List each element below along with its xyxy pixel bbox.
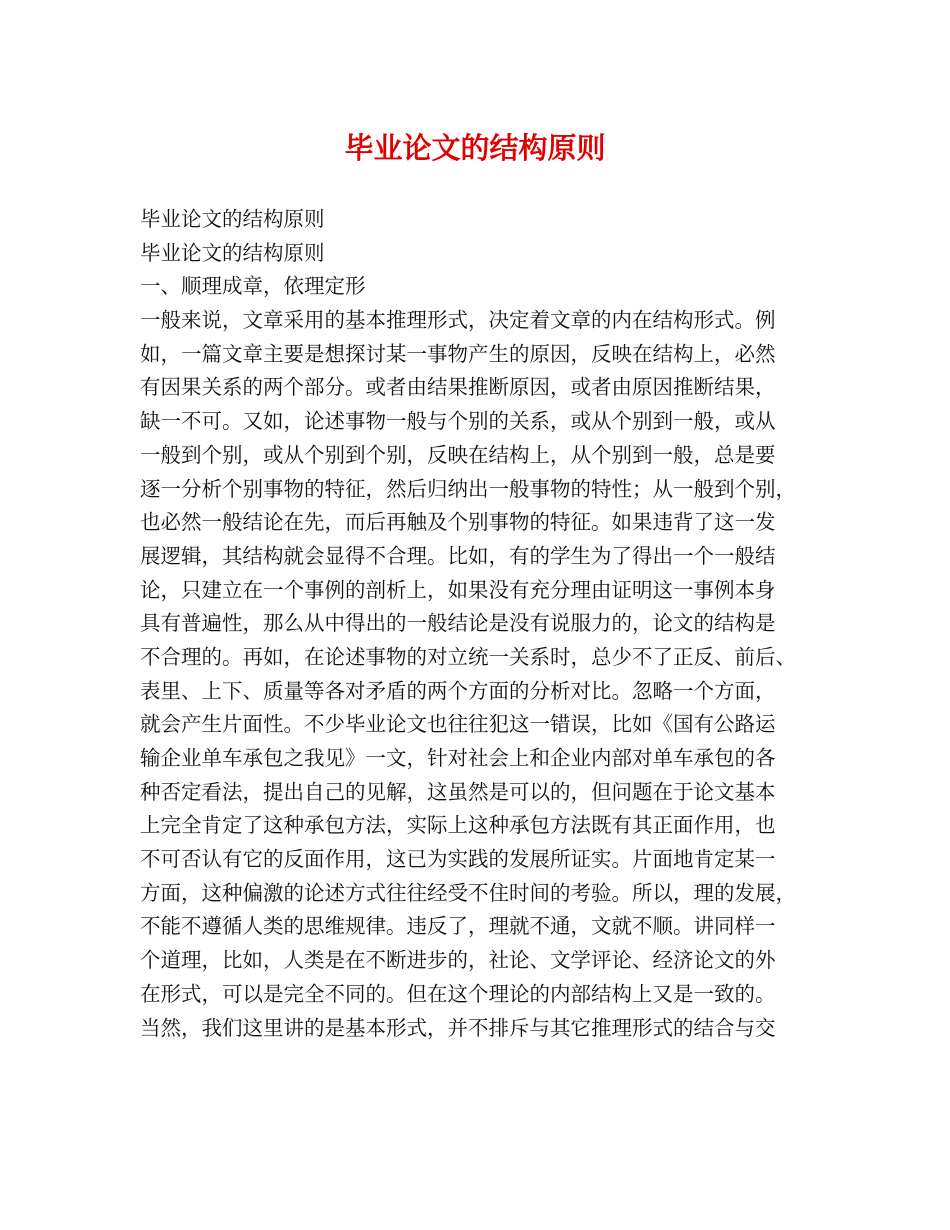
body-line: 上完全肯定了这种承包方法，实际上这种承包方法既有其正面作用，也 bbox=[140, 813, 776, 838]
body-line: 方面，这种偏激的论述方式往往经受不住时间的考验。所以，理的发展， bbox=[140, 880, 796, 905]
body-line: 论，只建立在一个事例的剖析上，如果没有充分理由证明这一事例本身 bbox=[140, 577, 776, 602]
body-line: 就会产生片面性。不少毕业论文也往往犯这一错误，比如《国有公路运 bbox=[140, 712, 776, 737]
body-line: 展逻辑，其结构就会显得不合理。比如，有的学生为了得出一个一般结 bbox=[140, 543, 776, 568]
body-line: 不可否认有它的反面作用，这已为实践的发展所证实。片面地肯定某一 bbox=[140, 847, 776, 872]
body-line: 一般来说，文章采用的基本推理形式，决定着文章的内在结构形式。例 bbox=[140, 308, 776, 333]
document-title: 毕业论文的结构原则 bbox=[344, 131, 606, 165]
body-line: 如，一篇文章主要是想探讨某一事物产生的原因，反映在结构上，必然 bbox=[140, 341, 776, 366]
body-line: 缺一不可。又如，论述事物一般与个别的关系，或从个别到一般，或从 bbox=[140, 409, 776, 434]
body-line: 毕业论文的结构原则 bbox=[140, 207, 325, 231]
body-line: 一般到个别，或从个别到个别，反映在结构上，从个别到一般，总是要 bbox=[140, 442, 776, 467]
body-line: 有因果关系的两个部分。或者由结果推断原因，或者由原因推断结果， bbox=[140, 375, 776, 400]
body-line: 当然，我们这里讲的是基本形式，并不排斥与其它推理形式的结合与交 bbox=[140, 1015, 776, 1040]
body-line: 个道理，比如，人类是在不断进步的，社论、文学评论、经济论文的外 bbox=[140, 948, 776, 973]
document-body bbox=[140, 203, 830, 1045]
body-line: 一、顺理成章，依理定形 bbox=[140, 274, 366, 299]
body-line: 表里、上下、质量等各对矛盾的两个方面的分析对比。忽略一个方面， bbox=[140, 678, 776, 703]
body-line: 具有普遍性，那么从中得出的一般结论是没有说服力的，论文的结构是 bbox=[140, 611, 776, 636]
body-line: 在形式，可以是完全不同的。但在这个理论的内部结构上又是一致的。 bbox=[140, 981, 776, 1006]
body-line: 不合理的。再如，在论述事物的对立统一关系时，总少不了正反、前后、 bbox=[140, 644, 796, 669]
body-line: 种否定看法，提出自己的见解，这虽然是可以的，但问题在于论文基本 bbox=[140, 779, 776, 804]
body-line: 逐一分析个别事物的特征，然后归纳出一般事物的特性；从一般到个别， bbox=[140, 476, 796, 501]
body-line: 毕业论文的结构原则 bbox=[140, 240, 325, 265]
body-line: 不能不遵循人类的思维规律。违反了，理就不通，文就不顺。讲同样一 bbox=[140, 914, 776, 939]
body-line: 也必然一般结论在先，而后再触及个别事物的特征。如果违背了这一发 bbox=[140, 510, 776, 535]
body-line: 输企业单车承包之我见》一文，针对社会上和企业内部对单车承包的各 bbox=[140, 746, 776, 770]
